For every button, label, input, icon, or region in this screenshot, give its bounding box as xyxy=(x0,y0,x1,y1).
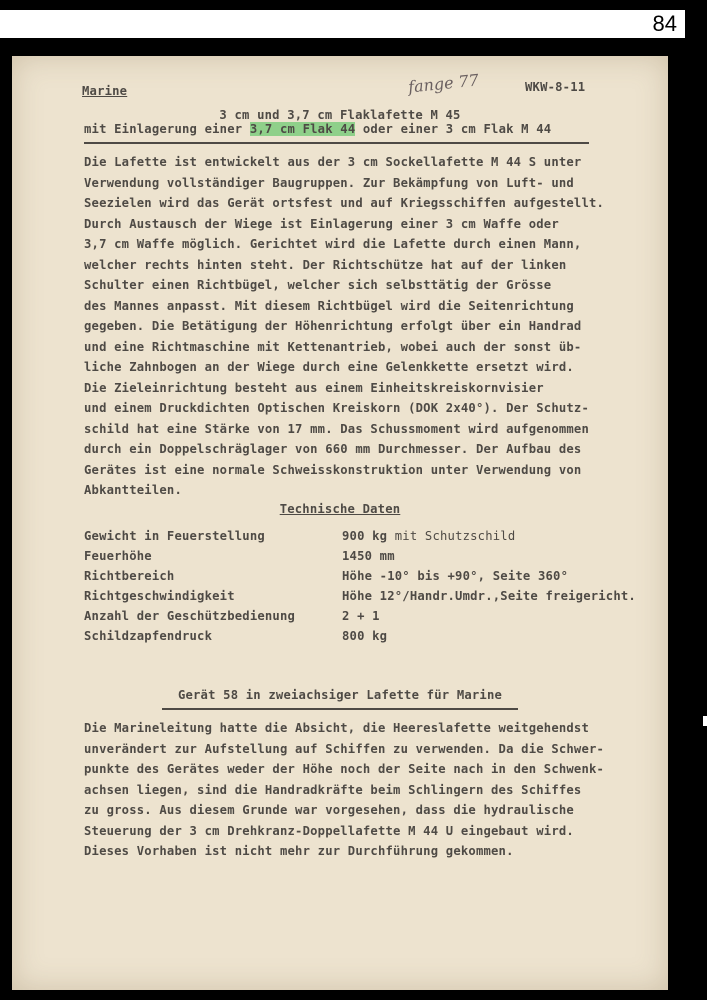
row-label: Gewicht in Feuerstellung xyxy=(84,529,265,543)
paragraph-2 xyxy=(84,718,644,862)
table-row xyxy=(84,589,664,609)
value-note: mit Schutzschild xyxy=(387,529,516,543)
tech-data-heading: Technische Daten xyxy=(279,502,401,516)
paragraph-line: durch ein Doppelschräglager von 660 mm Durchmesser. Der Aufbau des xyxy=(84,442,582,456)
row-value xyxy=(342,529,515,543)
paragraph-line: Seezielen wird das Gerät ortsfest und auf Kriegsschiffen aufgestellt. xyxy=(84,196,605,210)
paragraph-line: Die Marineleitung hatte die Absicht, die Heereslafette weitgehendst xyxy=(84,721,590,735)
edge-mark xyxy=(703,716,707,726)
paragraph-line: Gerätes ist eine normale Schweisskonstruktion unter Verwendung von xyxy=(84,462,582,477)
table-row xyxy=(84,609,664,629)
title-underline xyxy=(84,142,589,144)
paragraph-line: Steuerung der 3 cm Drehkranz-Doppellafette M 44 U eingebaut wird. xyxy=(84,823,574,838)
paragraph-line: Durch Austausch der Wiege ist Einlagerung einer 3 cm Waffe oder xyxy=(84,216,559,231)
row-value: 800 kg xyxy=(342,629,388,643)
title-line-2-after: oder einer 3 cm Flak M 44 xyxy=(355,122,552,136)
title-highlight: 3,7 cm Flak 44 xyxy=(249,122,356,136)
document-page xyxy=(12,56,668,990)
section-2-heading: Gerät 58 in zweiachsiger Lafette für Marine xyxy=(177,688,503,702)
paragraph-line: liche Zahnbogen an der Wiege durch eine Gelenkkette ersetzt wird. xyxy=(84,360,574,374)
paragraph-1 xyxy=(84,152,644,501)
row-value: 1450 mm xyxy=(342,549,395,563)
paragraph-line: Dieses Vorhaben ist nicht mehr zur Durchführung gekommen. xyxy=(84,844,514,858)
paragraph-line: welcher rechts hinten steht. Der Richtschütze hat auf der linken xyxy=(84,257,567,272)
row-value: 2 + 1 xyxy=(342,609,380,623)
paragraph-line: schild hat eine Stärke von 17 mm. Das Schussmoment wird aufgenommen xyxy=(84,421,590,436)
row-value: Höhe 12°/Handr.Umdr.,Seite freigericht. xyxy=(342,589,636,603)
paragraph-line: zu gross. Aus diesem Grunde war vorgesehen, dass die hydraulische xyxy=(84,803,574,817)
header-reference: WKW-8-11 xyxy=(525,80,586,94)
paragraph-line: Die Zieleinrichtung besteht aus einem Einheitskreiskornvisier xyxy=(84,380,544,395)
paragraph-line: punkte des Gerätes weder der Höhe noch der Seite nach in den Schwenk- xyxy=(84,762,605,776)
value-text: 900 kg xyxy=(342,529,388,543)
table-row xyxy=(84,569,664,589)
paragraph-line: Schulter einen Richtbügel, welcher sich selbsttätig der Grösse xyxy=(84,278,552,292)
title-line-2-before: mit Einlagerung einer xyxy=(84,122,250,136)
table-row xyxy=(84,529,664,549)
top-bar xyxy=(0,10,685,38)
header-marine: Marine xyxy=(82,84,128,98)
tech-data-table xyxy=(84,529,664,649)
row-label: Schildzapfendruck xyxy=(84,629,213,643)
paragraph-line: achsen liegen, sind die Handradkräfte beim Schlingern des Schiffes xyxy=(84,782,582,797)
title-line-2 xyxy=(84,122,551,136)
row-label: Feuerhöhe xyxy=(84,549,152,563)
row-value: Höhe -10° bis +90°, Seite 360° xyxy=(342,569,569,583)
paragraph-line: 3,7 cm Waffe möglich. Gerichtet wird die Lafette durch einen Mann, xyxy=(84,237,582,251)
paragraph-line: gegeben. Die Betätigung der Höhenrichtung erfolgt über ein Handrad xyxy=(84,319,582,333)
table-row xyxy=(84,549,664,569)
paragraph-line: Abkantteilen. xyxy=(84,483,182,497)
title-line-1: 3 cm und 3,7 cm Flaklafette M 45 xyxy=(219,108,461,122)
paragraph-line: unverändert zur Aufstellung auf Schiffen zu verwenden. Da die Schwer- xyxy=(84,741,605,756)
row-label: Richtgeschwindigkeit xyxy=(84,589,235,603)
page-number: 84 xyxy=(652,11,677,36)
row-label: Anzahl der Geschützbedienung xyxy=(84,609,296,623)
table-row xyxy=(84,629,664,649)
paragraph-line: und eine Richtmaschine mit Kettenantrieb, wobei auch der sonst üb- xyxy=(84,339,582,354)
paragraph-line: des Mannes anpasst. Mit diesem Richtbügel wird die Seitenrichtung xyxy=(84,298,574,313)
handwritten-note: fange 77 xyxy=(407,70,480,97)
paragraph-line: Verwendung vollständiger Baugruppen. Zur Bekämpfung von Luft- und xyxy=(84,175,574,190)
section-2-underline xyxy=(162,708,518,710)
paragraph-line: und einem Druckdichten Optischen Kreiskorn (DOK 2x40°). Der Schutz- xyxy=(84,401,590,415)
row-label: Richtbereich xyxy=(84,569,175,583)
paragraph-line: Die Lafette ist entwickelt aus der 3 cm Sockellafette M 44 S unter xyxy=(84,155,582,169)
